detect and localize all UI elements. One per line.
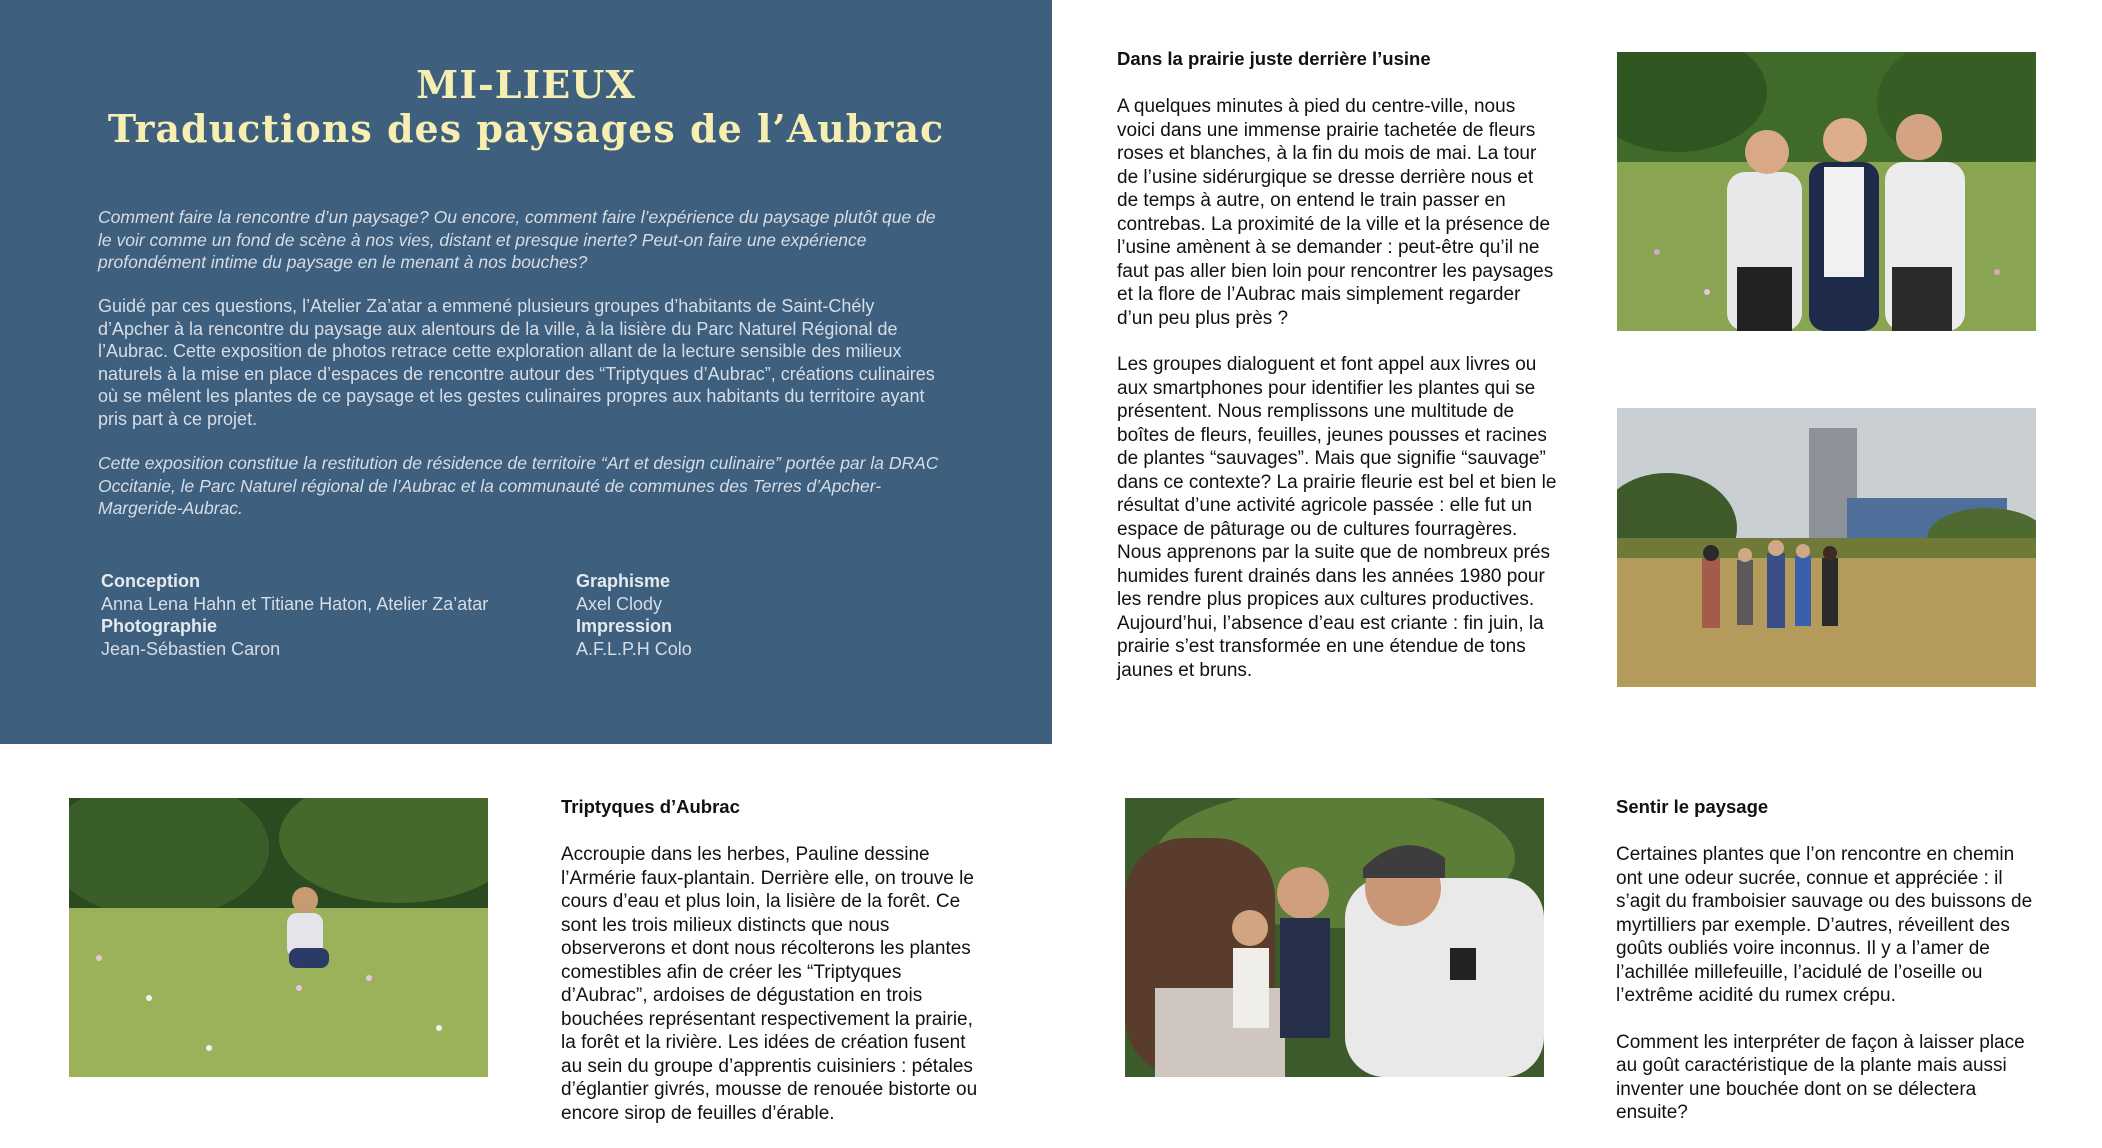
credit-label: Conception bbox=[101, 571, 200, 591]
photo-teens-meadow bbox=[1617, 52, 2036, 331]
credit-label: Impression bbox=[576, 616, 673, 636]
credits-left bbox=[101, 570, 488, 660]
intro-panel bbox=[0, 0, 1052, 744]
credit-value: Anna Lena Hahn et Titiane Haton, Atelier Za’atar bbox=[101, 593, 489, 614]
credit-value: Axel Clody bbox=[576, 593, 663, 614]
intro-question: Comment faire la rencontre d’un paysage? Ou encore, comment faire l’expérience du paysage plutôt que de le voir comme un fond de scène à nos vies, distant et presque inerte? Peut-on faire une expérience profondément intime du paysage en le menant à nos bouches? bbox=[98, 207, 936, 272]
photo-factory-field bbox=[1617, 408, 2036, 687]
photo-girl-meadow bbox=[69, 798, 488, 1077]
exhibition-title: MI-LIEUX bbox=[416, 62, 636, 107]
paragraph: Les groupes dialoguent et font appel aux livres ou aux smartphones pour identifier les plantes qui se présentent. Nous remplissons une multitude de boîtes de fleurs, feuilles, jeunes pousses et racines de plantes “sauvages”. Mais que signifie “sauvage” dans ce contexte? La prairie fleurie est bel et bien le résultat d’une activité agricole passée : elle fut un espace de pâturage ou de cultures fourragères. Nous apprenons par la suite que de nombreux prés humides furent drainés dans les années 1980 pour les rendre plus propices aux cultures productives. Aujourd’hui, l’absence d’eau est criante : fin juin, la prairie s’est transformée en une étendue de tons jaunes et bruns. bbox=[1117, 354, 1557, 681]
photo-smelling-plant bbox=[1125, 798, 1544, 1077]
credit-value: A.F.L.P.H Colo bbox=[576, 638, 692, 659]
section-text-sentir bbox=[1616, 843, 2036, 1148]
credit-label: Graphisme bbox=[576, 571, 671, 591]
section-text-triptyques bbox=[561, 843, 991, 1148]
section-text-prairie bbox=[1117, 95, 1557, 705]
credits-right bbox=[576, 570, 692, 660]
paragraph: Comment les interpréter de façon à laisser place au goût caractéristique de la plante mais aussi inventer une bouchée dont on se délectera ensuite? bbox=[1616, 1031, 2025, 1123]
credit-label: Photographie bbox=[101, 616, 217, 636]
exhibition-subtitle: Traductions des paysages de l’Aubrac bbox=[107, 106, 945, 151]
section-heading-sentir: Sentir le paysage bbox=[1616, 796, 1769, 817]
paragraph: A quelques minutes à pied du centre-ville, nous voici dans une immense prairie tachetée de fleurs roses et blanches, à la fin du mois de mai. La tour de l’usine sidérurgique se dresse derrière nous et de temps à autre, on entend le train passer en contrebas. La proximité de la ville et la présence de l’usine amènent à se demander : peut-être qu’il ne faut pas aller bien loin pour rencontrer les paysages et la flore de l’Aubrac mais simplement regarder d’un peu plus près ? bbox=[1117, 96, 1554, 329]
paragraph: Certaines plantes que l’on rencontre en chemin ont une odeur sucrée, connue et appréciée : il s’agit du framboisier sauvage ou des buissons de myrtilliers par exemple. D’autres, réveillent des goûts oubliés voire inconnus. Il y a l’amer de l’achillée millefeuille, l’acidulé de l’oseille ou l’extrême acidité du rumex crépu. bbox=[1616, 844, 2033, 1006]
paragraph: Accroupie dans les herbes, Pauline dessine l’Armérie faux-plantain. Derrière elle, on trouve le cours d’eau et plus loin, la lisière de la forêt. Ce sont les trois milieux distincts que nous observerons et dont nous récolterons les plantes comestibles afin de créer les “Triptyques d’Aubrac”, ardoises de dégustation en trois bouchées représentant respectivement la prairie, la forêt et la rivière. Les idées de création fusent au sein du groupe d’apprentis cuisiniers : pétales d’églantier givrés, mousse de renouée bistorte ou encore sirop de feuilles d’érable. bbox=[561, 844, 978, 1124]
intro-note: Cette exposition constitue la restitution de résidence de territoire “Art et design culinaire” portée par la DRAC Occitanie, le Parc Naturel régional de l’Aubrac et la communauté de communes des Terres d’Apcher-Margeride-Aubrac. bbox=[98, 453, 939, 518]
intro-body: Guidé par ces questions, l’Atelier Za’atar a emmené plusieurs groupes d’habitants de Saint-Chély d’Apcher à la rencontre du paysage aux alentours de la ville, à la lisière du Parc Naturel Régional de l’Aubrac. Cette exposition de photos retrace cette exploration allant de la lecture sensible des milieux naturels à la mise en place d’espaces de rencontre autour des “Triptyques d’Aubrac”, créations culinaires où se mêlent les plantes de ce paysage et les gestes culinaires propres aux habitants du territoire ayant pris part à ce projet. bbox=[98, 296, 935, 429]
section-heading-prairie: Dans la prairie juste derrière l’usine bbox=[1117, 48, 1431, 69]
section-heading-triptyques: Triptyques d’Aubrac bbox=[561, 796, 740, 817]
credit-value: Jean-Sébastien Caron bbox=[101, 638, 281, 659]
